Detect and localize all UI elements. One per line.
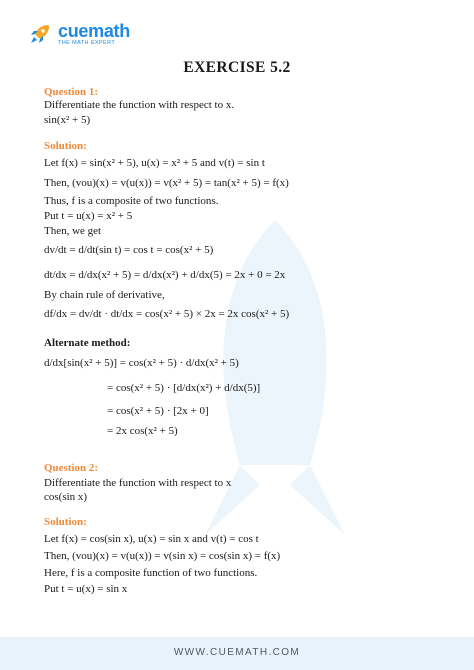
- alternate-method-heading: Alternate method:: [44, 337, 131, 349]
- alternate-step-1: d/dx[sin(x² + 5)] = cos(x² + 5) · d/dx(x² + 5): [44, 357, 239, 369]
- solution-1-dt-dx: dt/dx = d/dx(x² + 5) = d/dx(x²) + d/dx(5) = 2x + 0 = 2x: [44, 269, 286, 281]
- solution-2-let: Let f(x) = cos(sin x), u(x) = sin x and v(t) = cos t: [44, 533, 259, 545]
- solution-2-heading: Solution:: [44, 516, 87, 528]
- question-2-prompt: Differentiate the function with respect to x: [44, 477, 232, 489]
- solution-1-dv-dt: dv/dt = d/dt(sin t) = cos t = cos(x² + 5): [44, 244, 214, 256]
- solution-2-then: Then, (vou)(x) = v(u(x)) = v(sin x) = cos(sin x) = f(x): [44, 550, 281, 562]
- solution-1-put: Put t = u(x) = x² + 5: [44, 210, 133, 222]
- solution-1-heading: Solution:: [44, 140, 87, 152]
- question-2-heading: Question 2:: [44, 462, 99, 474]
- rocket-watermark-icon: [190, 215, 360, 545]
- solution-1-then: Then, (vou)(x) = v(u(x)) = v(x² + 5) = tan(x² + 5) = f(x): [44, 177, 289, 189]
- question-1-heading: Question 1:: [44, 86, 99, 98]
- footer-bar: [0, 637, 474, 670]
- question-1-prompt: Differentiate the function with respect to x.: [44, 99, 235, 111]
- alternate-step-2: = cos(x² + 5) · [d/dx(x²) + d/dx(5)]: [107, 382, 261, 394]
- solution-1-chain-rule: By chain rule of derivative,: [44, 289, 165, 301]
- footer-url[interactable]: WWW.CUEMATH.COM: [173, 647, 301, 658]
- solution-1-df-dx: df/dx = dv/dt · dt/dx = cos(x² + 5) × 2x = 2x cos(x² + 5): [44, 308, 290, 320]
- page-title: EXERCISE 5.2: [183, 59, 291, 76]
- alternate-step-3: = cos(x² + 5) · [2x + 0]: [107, 405, 209, 417]
- solution-2-put: Put t = u(x) = sin x: [44, 583, 128, 595]
- brand-tagline: THE MATH EXPERT: [58, 40, 116, 46]
- solution-1-thus: Thus, f is a composite of two functions.: [44, 195, 219, 207]
- alternate-step-4: = 2x cos(x² + 5): [107, 425, 178, 437]
- question-2-expression: cos(sin x): [44, 491, 88, 503]
- solution-1-let: Let f(x) = sin(x² + 5), u(x) = x² + 5 and v(t) = sin t: [44, 157, 265, 169]
- solution-1-then-we-get: Then, we get: [44, 225, 102, 237]
- brand-logo: [28, 22, 130, 47]
- rocket-icon: [28, 22, 52, 46]
- solution-2-here: Here, f is a composite function of two functions.: [44, 567, 258, 579]
- brand-name: cuemath: [58, 21, 130, 41]
- question-1-expression: sin(x² + 5): [44, 114, 91, 126]
